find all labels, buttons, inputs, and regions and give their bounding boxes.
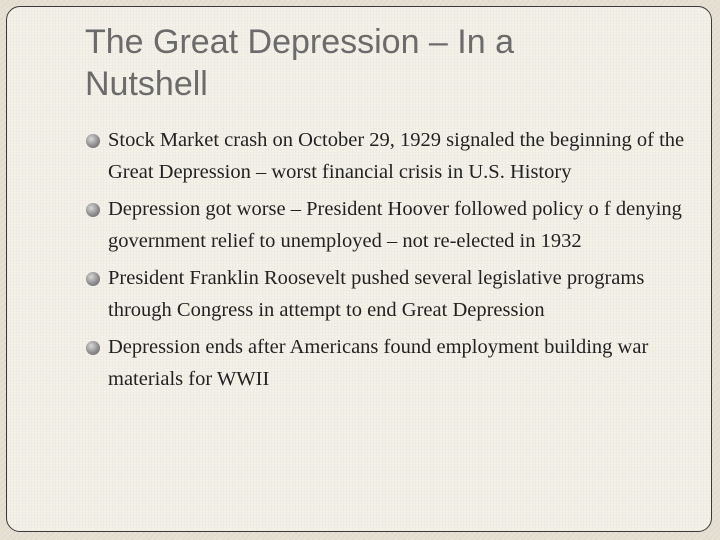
slide-panel: [6, 6, 712, 532]
bullet-dot-icon: [86, 272, 100, 286]
bullet-text: President Franklin Roosevelt pushed several legislative programs through Congress in attempt to end Great Depression: [108, 267, 645, 321]
bullet-text: Depression got worse – President Hoover followed policy o f denying government relief to unemployed – not re-elected in 1932: [108, 198, 682, 252]
bullet-item-2: [85, 194, 693, 257]
bullet-item-1: [85, 125, 693, 188]
bullet-text: Stock Market crash on October 29, 1929 signaled the beginning of the Great Depression – worst financial crisis in U.S. History: [108, 129, 685, 183]
slide-title: The Great Depression – In a Nutshell: [85, 23, 515, 103]
bullet-dot-icon: [86, 134, 100, 148]
bullet-dot-icon: [86, 341, 100, 355]
bullet-dot-icon: [86, 203, 100, 217]
bullet-item-3: [85, 263, 693, 326]
bullet-text: Depression ends after Americans found employment building war materials for WWII: [108, 336, 649, 390]
bullet-item-4: [85, 332, 693, 395]
bullet-list: [85, 125, 693, 401]
